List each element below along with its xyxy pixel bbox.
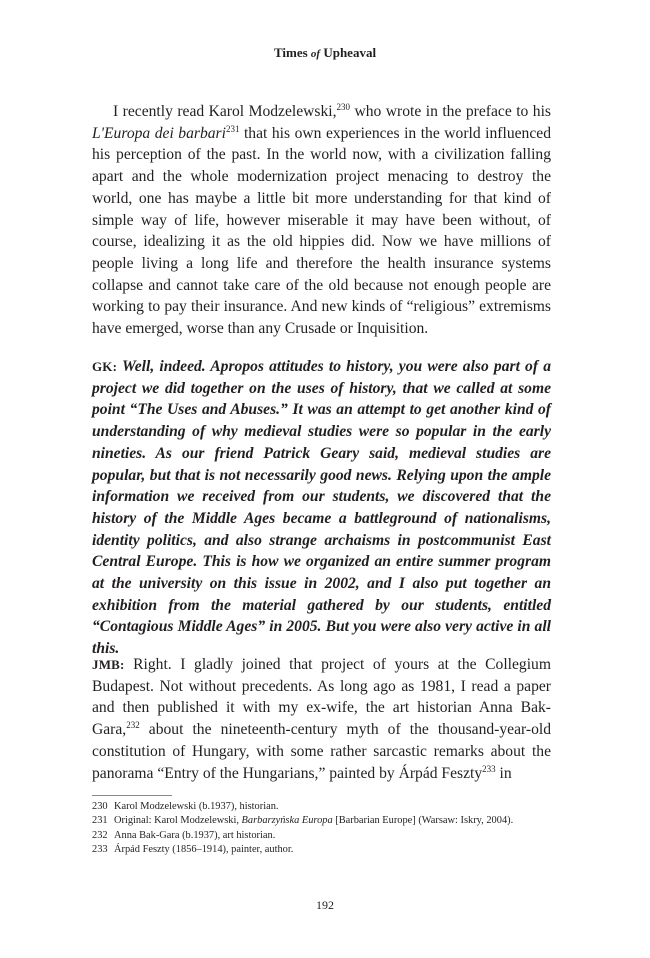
paragraph-3-text-b: about the nineteenth-century myth of the thousand-year-old constitution of Hungary, with some rather sarcastic remarks about the panorama “Entry of the Hungarians,” painted by Árpád Feszty <box>92 721 551 782</box>
footnote-divider <box>92 795 172 796</box>
footnote-ref-231: 231 <box>225 123 240 134</box>
paragraph-3-text-a: Right. I gladly joined that project of yours at the Collegium Budapest. Not without precedents. As long ago as 1981, I read a paper and then published it with my ex-wife, the art historian Anna Bak-Gara, <box>92 656 551 739</box>
footnote-item <box>92 843 562 857</box>
book-title: L'Europa dei barbari <box>92 124 226 142</box>
paragraph-2-text: Well, indeed. Apropos attitudes to history, you were also part of a project we did together on the uses of history, that we called at some point “The Uses and Abuses.” It was an attempt to get another kind of understanding of why medieval studies were so popular in the early nineties. As our friend Patrick Geary said, medieval studies are popular, but that is not necessarily good news. Relying upon the ample information we received from our students, we discovered that the history of the Middle Ages became a battleground of nationalisms, identity politics, and also strange archaisms in postcommunist East Central Europe. This is how we organized an entire summer program at the university on this issue in 2002, and I also put together an exhibition from the material gathered by our students, entitled “Contagious Middle Ages” in 2005. But you were also very active in all this. <box>92 358 551 658</box>
footnote-number: 231 <box>92 815 108 827</box>
footnote-ref-233: 233 <box>482 763 496 774</box>
speaker-jmb: JMB: <box>92 657 125 672</box>
speaker-gk: GK: <box>92 359 118 374</box>
paragraph-1-text-b: who wrote in the preface to his <box>350 103 551 120</box>
footnote-item <box>92 800 562 814</box>
footnotes <box>92 800 562 858</box>
paragraph-3-text-c: in <box>495 764 512 782</box>
footnote-ref-232: 232 <box>126 719 140 730</box>
footnote-item <box>92 829 562 843</box>
footnote-text: Karol Modzelewski (b.1937), historian. <box>114 801 279 812</box>
footnote-text: Original: Karol Modzelewski, <box>114 815 242 827</box>
footnote-ref-230: 230 <box>336 101 351 112</box>
running-head-post: Upheaval <box>320 45 377 60</box>
paragraph-2 <box>92 356 551 660</box>
running-head <box>0 45 650 61</box>
paragraph-1 <box>92 101 551 340</box>
footnote-text: Árpád Feszty (1856–1914), painter, author. <box>114 844 294 856</box>
footnote-item <box>92 814 562 828</box>
running-head-of: of <box>310 48 321 60</box>
paragraph-3 <box>92 654 551 784</box>
page-number: 192 <box>316 898 334 912</box>
footnote-number: 232 <box>92 829 108 841</box>
footnote-number: 230 <box>92 801 108 812</box>
paragraph-1-text-a: I recently read Karol Modzelewski, <box>113 103 337 120</box>
footnote-number: 233 <box>92 844 108 856</box>
footnote-text: Anna Bak-Gara (b.1937), art historian. <box>114 829 276 841</box>
running-head-pre: Times <box>273 45 311 60</box>
footnote-italic: Barbarzyńska Europa <box>241 815 333 827</box>
paragraph-1-text-c: that his own experiences in the world influenced his perception of the past. In the world now, with a civilization falling apart and the whole modernization project menacing to destroy the world, one has maybe a little bit more understanding for that kind of simple way of life, however miserable it may have been without, of course, idealizing it as the old hippies did. Now we have millions of people living a long life and therefore the health insurance systems collapse and cannot take care of the old because not enough people are working to pay their insurance. And new kinds of “religious” extremisms have emerged, worse than any Crusade or Inquisition. <box>92 124 551 338</box>
footnote-text-post: [Barbarian Europe] (Warsaw: Iskry, 2004). <box>332 815 514 827</box>
